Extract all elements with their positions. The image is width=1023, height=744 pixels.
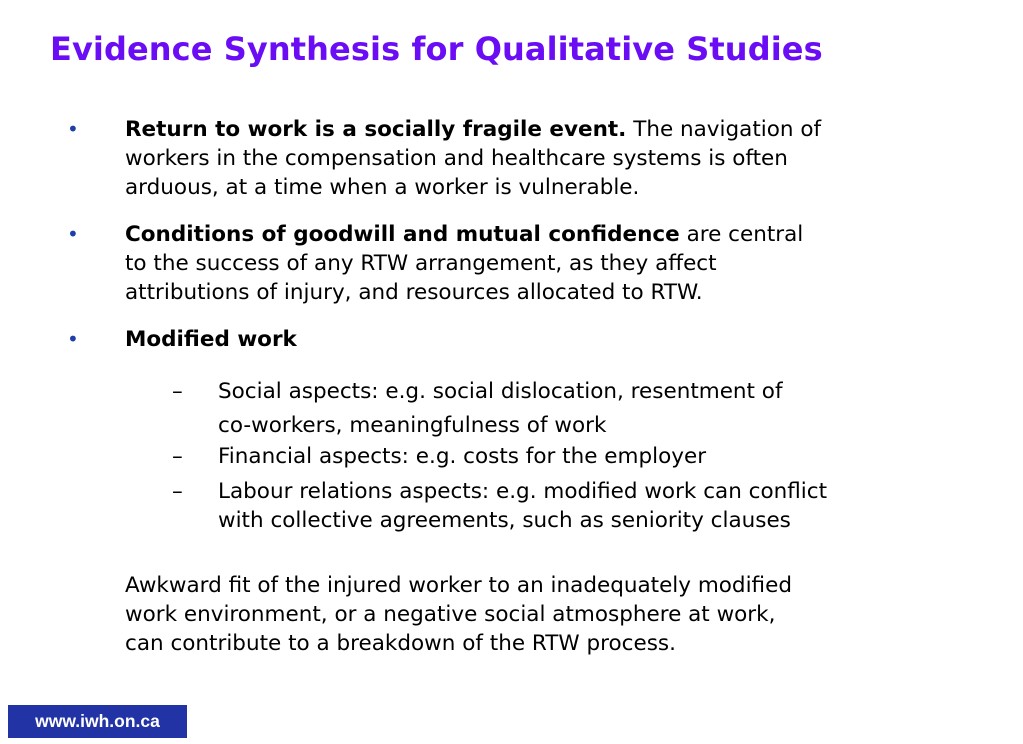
bullet-line	[125, 115, 975, 144]
subitem-line: Social aspects: e.g. social dislocation, resentment of	[218, 379, 783, 404]
bullet-item-modified-work	[67, 325, 975, 354]
paragraph-line: work environment, or a negative social atmosphere at work,	[125, 602, 776, 627]
bullet-line: workers in the compensation and healthcare systems is often	[125, 146, 788, 171]
bullet-marker: •	[67, 117, 79, 141]
subitem-line: Labour relations aspects: e.g. modified work can conflict	[218, 479, 828, 504]
bullet-item-return-to-work	[67, 115, 975, 202]
bullet-item-conditions	[67, 220, 975, 307]
bullet-line	[125, 325, 975, 354]
footer-url-badge: www.iwh.on.ca	[8, 705, 187, 738]
sub-marker: –	[172, 479, 183, 504]
bullet-line: attributions of injury, and resources allocated to RTW.	[125, 280, 703, 305]
subitem-labour-relations	[172, 477, 978, 535]
bullet-bold-text: Modified work	[125, 327, 297, 352]
bullet-text: The navigation of	[633, 117, 822, 142]
closing-paragraph	[125, 571, 975, 658]
bullet-text: are central	[686, 222, 804, 247]
bullet-marker: •	[67, 222, 79, 246]
bullet-line: to the success of any RTW arrangement, as they affect	[125, 251, 717, 276]
bullet-line	[125, 220, 975, 249]
bullet-marker: •	[67, 327, 79, 351]
subitem-line: Financial aspects: e.g. costs for the employer	[218, 444, 707, 469]
bullet-bold-text: Conditions of goodwill and mutual confidence	[125, 222, 680, 247]
bullet-line: arduous, at a time when a worker is vulnerable.	[125, 175, 640, 200]
sub-marker: –	[172, 379, 183, 404]
sub-marker: –	[172, 444, 183, 469]
paragraph-line: Awkward fit of the injured worker to an inadequately modified	[125, 573, 792, 598]
subitem-social-aspects	[172, 375, 978, 443]
paragraph-line: can contribute to a breakdown of the RTW process.	[125, 631, 676, 656]
bullet-bold-text: Return to work is a socially fragile event.	[125, 117, 627, 142]
subitem-financial-aspects	[172, 442, 978, 471]
subitem-line: with collective agreements, such as seniority clauses	[218, 508, 791, 533]
slide-title: Evidence Synthesis for Qualitative Studies	[50, 30, 823, 68]
subitem-line: co-workers, meaningfulness of work	[218, 413, 607, 438]
